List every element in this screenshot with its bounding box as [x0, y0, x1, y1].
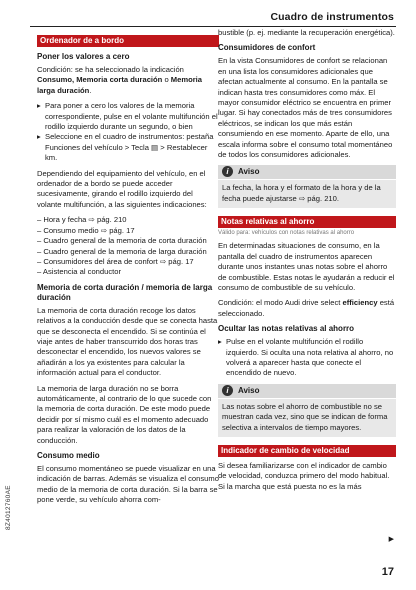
- cond-text-e: .: [89, 85, 92, 95]
- reset-step-2: Seleccione en el cuadro de instrumentos: pestaña Funciones del vehículo > Tecla ▤ > Restablecer km.: [45, 132, 214, 163]
- left-column: [37, 35, 219, 511]
- page-number: 17: [381, 566, 394, 578]
- info-icon: i: [222, 385, 233, 396]
- note-text: La fecha, la hora y el formato de la hora y de la fecha puede ajustarse ⇨ pág. 210.: [222, 183, 381, 203]
- paragraph-condition: [37, 65, 219, 96]
- paragraph-average: El consumo momentáneo se puede visualizar en una indicación de barras. Además se visualiza el consumo medio de la memoria de corta duración. Si la barra se pone verde, su vehículo ahorra com-: [37, 464, 219, 505]
- page-header: [30, 10, 396, 27]
- continue-arrow-icon: ▶: [388, 536, 394, 543]
- reset-step-1: Para poner a cero los valores de la memoria correspondiente, pulse en el volante multifunción el rodillo izquierdo durante un segundo, o bien: [45, 101, 218, 132]
- list-item: – Asistencia al conductor: [37, 267, 122, 277]
- cond-text-c: o: [162, 75, 171, 85]
- header-title: Cuadro de instrumentos: [270, 11, 394, 23]
- step-marker-icon: ▸: [37, 101, 41, 111]
- list-item: [37, 132, 219, 163]
- heading-memory: Memoria de corta duración / memoria de larga duración: [37, 282, 213, 302]
- list-item: – Hora y fecha ⇨ pág. 210: [37, 215, 127, 225]
- list-item: – Consumo medio ⇨ pág. 17: [37, 225, 135, 235]
- step-marker-icon: ▸: [218, 337, 222, 347]
- list-item: [37, 101, 219, 132]
- paragraph-comfort: En la vista Consumidores de confort se relacionan en una lista los consumidores adicionales que afectan actualmente al consumo. En la pantalla se indican hasta tres consumidores como máx. El mayor consumidor eléctrico se encuentra en primer lugar. Si hay conectados más de tres consumidores eléctricos, se indican los que más están consumiendo en ese momento. Aparte de ello, una escala informa sobre el consumo total momentáneo de todos los consumidores adicionales.: [218, 56, 393, 160]
- paragraph-condition-efficiency: [218, 298, 396, 319]
- heading-hide-notes: Ocultar las notas relativas al ahorro: [218, 324, 355, 334]
- right-column: [218, 28, 396, 497]
- cond-text-d: Memoria larga duración: [37, 75, 203, 95]
- section-title-gear: Indicador de cambio de velocidad: [218, 445, 396, 457]
- section-subtitle-notas: Válido para: vehículos con notas relativas al ahorro: [218, 230, 355, 237]
- hide-steps: [218, 337, 396, 379]
- cond2-text-c: está seleccionado.: [218, 298, 395, 318]
- section-title-notas: Notas relativas al ahorro: [218, 216, 396, 228]
- note-title: Aviso: [238, 167, 260, 177]
- cond2-text-b: efficiency: [342, 298, 378, 308]
- section-title-ordenador: Ordenador de a bordo: [37, 35, 219, 47]
- note-box-savings: [218, 384, 396, 437]
- list-item: [218, 337, 396, 379]
- heading-reset: Poner los valores a cero: [37, 52, 130, 61]
- cond-text-a: Condición: se ha seleccionado la indicación: [37, 65, 184, 74]
- note-text: Las notas sobre el ahorro de combustible no se muestran cada vez, sino que se indican de forma selectiva a intervalos de tiempo mayores.: [222, 401, 388, 432]
- paragraph-short-memory: La memoria de corta duración recoge los datos relativos a la conducción desde que se conecta hasta que se desconecta el encendido. Si se continúa el viaje antes de haber transcurrido dos horas tras desconectar el encendido, los nuevos valores se añadirán a los ya existentes para calcular la información actual para el conductor.: [37, 305, 218, 378]
- hide-step-1: Pulse en el volante multifunción el rodillo izquierdo. Si oculta una nota relativa al ahorro, no volverá a aparecer hasta que conecte el encendido de nuevo.: [226, 337, 394, 378]
- note-title: Aviso: [238, 385, 260, 395]
- cond2-text-a: Condición: el modo Audi drive select: [218, 298, 343, 308]
- reset-steps: [37, 101, 219, 163]
- step-marker-icon: ▸: [37, 132, 41, 142]
- list-item: – Cuadro general de la memoria de corta duración: [37, 236, 207, 246]
- document-code: 8Z4012760AE: [5, 485, 12, 530]
- paragraph-long-memory: La memoria de larga duración no se borra automáticamente, al contrario de lo que sucede con la memoria de corta duración. De este modo puede decidir por sí mismo cuál es el momento adecuado para realizar la valoración de los datos de la conducción.: [37, 383, 212, 445]
- paragraph-gear: Si desea familiarizarse con el indicador de cambio de velocidad, conduzca primero del modo habitual. Si la marcha que está puesta no es la más: [218, 460, 390, 491]
- info-icon: i: [222, 166, 233, 177]
- list-item: – Cuadro general de la memoria de larga duración: [37, 246, 207, 256]
- note-header: [218, 165, 396, 180]
- heading-average: Consumo medio: [37, 451, 100, 460]
- indications-list: [37, 215, 219, 277]
- cond-text-b: Consumo, Memoria corta duración: [37, 75, 163, 85]
- paragraph-depending: Dependiendo del equipamiento del vehículo, en el ordenador de a bordo se puede acceder sucesivamente, girando el rodillo izquierdo del volante multifunción, a las siguientes indicaciones:: [37, 168, 207, 209]
- list-item: – Consumidores del área de confort ⇨ pág. 17: [37, 256, 194, 266]
- note-box-date: [218, 165, 396, 208]
- heading-comfort: Consumidores de confort: [218, 43, 316, 53]
- paragraph-notes: En determinadas situaciones de consumo, en la pantalla del cuadro de instrumentos aparecen durante unos instantes unas notas sobre el ahorro de combustible. Estas notas le ayudarán a reducir el consumo de combustible de su vehículo.: [218, 241, 395, 292]
- note-header: [218, 384, 396, 399]
- paragraph-continuation: bustible (p. ej. mediante la recuperación energética).: [218, 28, 395, 37]
